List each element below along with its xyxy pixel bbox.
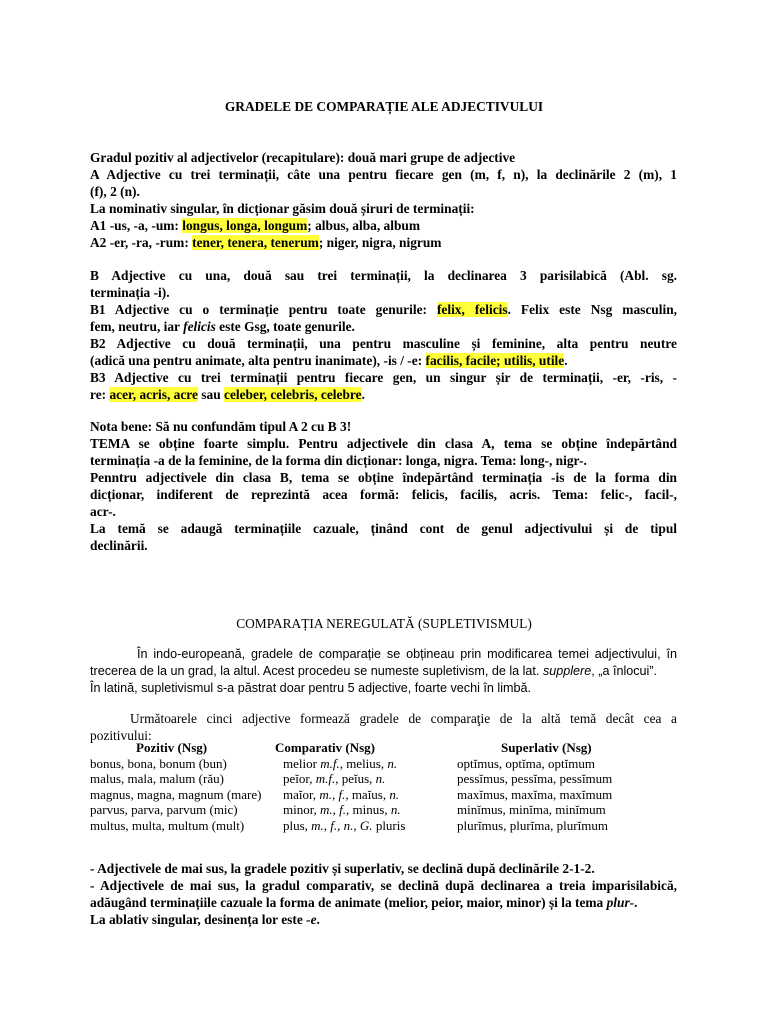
group-a-description: A Adjective cu trei terminații, câte una pentru fiecare gen (m, f, n), la declinările 2 (m), 1 [90,167,677,182]
b1-line: B1 Adjective cu o terminație pentru toate genurile: felix, felicis. Felix este Nsg masculin, [90,302,677,317]
table-row: bonus, bona, bonum (bun) melior m.f., melius, n. optĭmus, optĭma, optĭmum [90,755,595,771]
nominative-note: La nominativ singular, în dicționar găsim două șiruri de terminații: [90,201,475,216]
tema-line-7: declinării. [90,538,148,553]
nota-bene: Nota bene: Să nu confundăm tipul A 2 cu B 3! [90,419,352,434]
b3-highlight-2: celeber, celebris, celebre [224,387,362,402]
table-row: malus, mala, malum (rău) peĭor, m.f., peĭus, n. pessĭmus, pessĭma, pessĭmum [90,771,613,786]
table-row: multus, multa, multum (mult) plus, m., f., n., G. pluris plurĭmus, plurĭma, plurĭmum [90,817,608,833]
page-title: GRADELE DE COMPARAȚIE ALE ADJECTIVULUI [224,99,544,114]
declension-note-1: - Adjectivele de mai sus, la gradele pozitiv și superlativ, se declină după declinările 2-1-2. [90,861,595,876]
table-row: magnus, magna, magnum (mare) maĭor, m., f., maĭus, n. maxĭmus, maxĭma, maxĭmum [90,786,613,802]
table-header [90,740,680,756]
tema-line-3: Penntru adjectivele din clasa B, tema se obține îndepărtând terminația -is de la forma din [90,470,677,485]
pozitiv-intro: Gradul pozitiv al adjectivelor (recapitulare): două mari grupe de adjective [90,150,516,165]
comparison-table [90,740,680,833]
b3-highlight-1: acer, acris, acre [109,387,198,402]
tema-line-2: terminația -a de la feminine, de la forma din dicționar: longa, nigra. Tema: long-, nigr-. [90,453,587,468]
declension-note-3: adăugând terminațiile cazuale la forma de animate (melior, peior, maior, minor) și la tema plur-. [90,895,638,910]
b1-highlight: felix, felicis [436,302,508,317]
group-b-description-cont: terminația -i). [90,285,170,300]
b3-line-cont: re: acer, acris, acre sau celeber, celebris, celebre. [90,387,365,402]
a2-line: A2 -er, -ra, -rum: tener, tenera, tenerum; niger, nigra, nigrum [90,235,442,250]
b1-line-cont: fem, neutru, iar felicis este Gsg, toate genurile. [90,319,355,334]
section-title: COMPARAȚIA NEREGULATĂ (SUPLETIVISMUL) [236,616,532,631]
a1-highlight: longus, longa, longum [182,218,308,233]
b2-line: B2 Adjective cu două terminații, una pentru masculine și feminine, alta pentru neutre [90,336,677,351]
a1-line: A1 -us, -a, -um: longus, longa, longum; albus, alba, album [90,218,421,233]
tema-line-6: La temă se adaugă terminațiile cazuale, ținând cont de genul adjectivului și de tipul [90,521,677,536]
declension-note-4: La ablativ singular, desinența lor este -e. [90,912,320,927]
supletivism-line-2: trecerea de la un grad, la altul. Acest procedeu se numeste supletivism, de la lat. supplere, „a înlocui”. [90,664,658,678]
table-intro-cont: pozitivului: [90,728,152,743]
header-pozitiv: Pozitiv (Nsg) [136,740,208,755]
group-b-description: B Adjective cu una, două sau trei terminații, la declinarea 3 parisilabică (Abl. sg. [90,268,677,283]
tema-line-5: acr-. [90,504,116,519]
a2-highlight: tener, tenera, tenerum [192,235,319,250]
supletivism-line-3: În latină, supletivismul s-a păstrat doar pentru 5 adjective, foarte vechi în limbă. [90,681,532,695]
header-superlativ: Superlativ (Nsg) [501,740,592,755]
tema-line-1: TEMA se obține foarte simplu. Pentru adjectivele din clasa A, tema se obține îndepărtând [90,436,677,451]
tema-line-4: dicționar, indiferent de reprezintă acea formă: felicis, facilis, acris. Tema: felic-, facil-, [90,487,677,502]
table-row: parvus, parva, parvum (mic) minor, m., f., minus, n. minĭmus, minĭma, minĭmum [90,802,606,817]
b2-line-cont: (adică una pentru animate, alta pentru inanimate), -is / -e: facilis, facile; utilis, utile. [90,353,568,368]
b2-highlight: facilis, facile; utilis, utile [425,353,565,368]
supletivism-line-1: În indo-europeană, gradele de comparație se obțineau prin modificarea temei adjectivului, în [137,647,677,661]
table-intro: Următoarele cinci adjective formează gradele de comparaţie de la altă temă decât cea a [130,711,677,726]
b3-line: B3 Adjective cu trei terminații pentru fiecare gen, un singur șir de terminații, -er, -ris, - [90,370,677,385]
declension-note-2: - Adjectivele de mai sus, la gradul comparativ, se declină după declinarea a treia imparisilabică, [90,878,677,893]
header-comparativ: Comparativ (Nsg) [275,740,376,755]
group-a-description-cont: (f), 2 (n). [90,184,140,199]
